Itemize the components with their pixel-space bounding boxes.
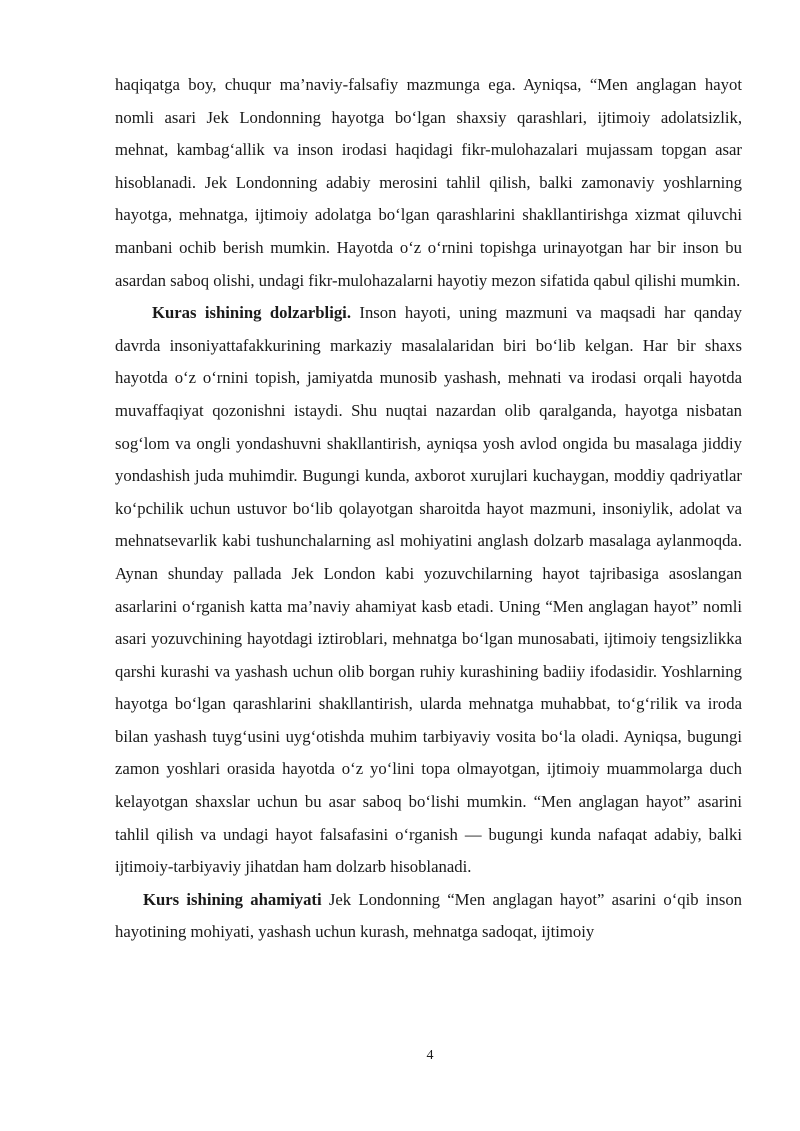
paragraph-text: Jek Londonning “Men anglagan hayot” asarini o‘qib inson hayotining mohiyati, yashash uchun kurash, mehnatga sadoqat, ijtimoiy bbox=[115, 889, 743, 942]
body-text bbox=[115, 69, 742, 949]
paragraph-text: Inson hayoti, uning mazmuni va maqsadi har qanday davrda insoniyattafakkurining markaziy masalalaridan biri bo‘lib kelgan. Har bir shaxs hayotda o‘z o‘rnini topish, jamiyatda munosib yashash, mehnati va irodasi orqali hayotda muvaffaqiyat qozonishni istaydi. Shu nuqtai nazardan olib qaralganda, hayotga nisbatan sog‘lom va ongli yondashuvni shakllantirish, ayniqsa yosh avlod ongida bu masalaga jiddiy yondashish juda muhimdir. Bugungi kunda, axborot xurujlari kuchaygan, moddiy qadriyatlar ko‘pchilik uchun ustuvor bo‘lib qolayotgan sharoitda hayot mazmuni, insoniylik, adolat va mehnatsevarlik kabi tushunchalarning asl mohiyatini anglash dolzarb masalaga aylanmoqda. Aynan shunday pallada Jek London kabi yozuvchilarning hayot tajribasiga asoslangan asarlarini o‘rganish katta ma’naviy ahamiyat kasb etadi. Uning “Men anglagan hayot” nomli asari yozuvchining hayotdagi iztiroblari, mehnatga bo‘lgan munosabati, ijtimoiy tengsizlikka qarshi kurashi va yashash uchun olib borgan ruhiy kurashining badiiy ifodasidir. Yoshlarning hayotga bo‘lgan qarashlarini shakllantirish, ularda mehnatga muhabbat, to‘g‘rilik va iroda bilan yashash tuyg‘usini uyg‘otishda muhim tarbiyaviy vosita bo‘la oladi. Ayniqsa, bugungi zamon yoshlari orasida hayotda o‘z yo‘lini topa olmayotgan, ijtimoiy muammolarga duch kelayotgan shaxslar uchun bu asar saboq bo‘lishi mumkin. “Men anglagan hayot” asarini tahlil qilish va undagi hayot falsafasini o‘rganish — bugungi kunda nafaqat adabiy, balki ijtimoiy-tarbiyaviy jihatdan ham dolzarb hisoblanadi. bbox=[115, 303, 743, 877]
page-number: 4 bbox=[426, 1048, 434, 1063]
paragraph-continuation bbox=[115, 69, 742, 297]
paragraph-significance bbox=[115, 884, 742, 949]
paragraph-text: haqiqatga boy, chuqur ma’naviy-falsafiy mazmunga ega. Ayniqsa, “Men anglagan hayot nomli asari Jek Londonning hayotga bo‘lgan shaxsiy qarashlari, ijtimoiy adolatsizlik, mehnat, kambag‘allik va inson irodasi haqidagi fikr-mulohazalari mujassam topgan asar hisoblanadi. Jek Londonning adabiy merosini tahlil qilish, balki zamonaviy yoshlarning hayotga, mehnatga, ijtimoiy adolatga bo‘lgan qarashlarini shakllantirishga xizmat qiluvchi manbani ochib berish mumkin. Hayotda o‘z o‘rnini topishga urinayotgan har bir inson bu asardan saboq olishi, undagi fikr-mulohazalarni hayotiy mezon sifatida qabul qilishi mumkin. bbox=[115, 75, 742, 290]
relevance-heading: Kuras ishining dolzarbligi. bbox=[152, 303, 351, 323]
significance-heading: Kurs ishining ahamiyati bbox=[143, 889, 322, 909]
paragraph-relevance bbox=[115, 297, 742, 884]
